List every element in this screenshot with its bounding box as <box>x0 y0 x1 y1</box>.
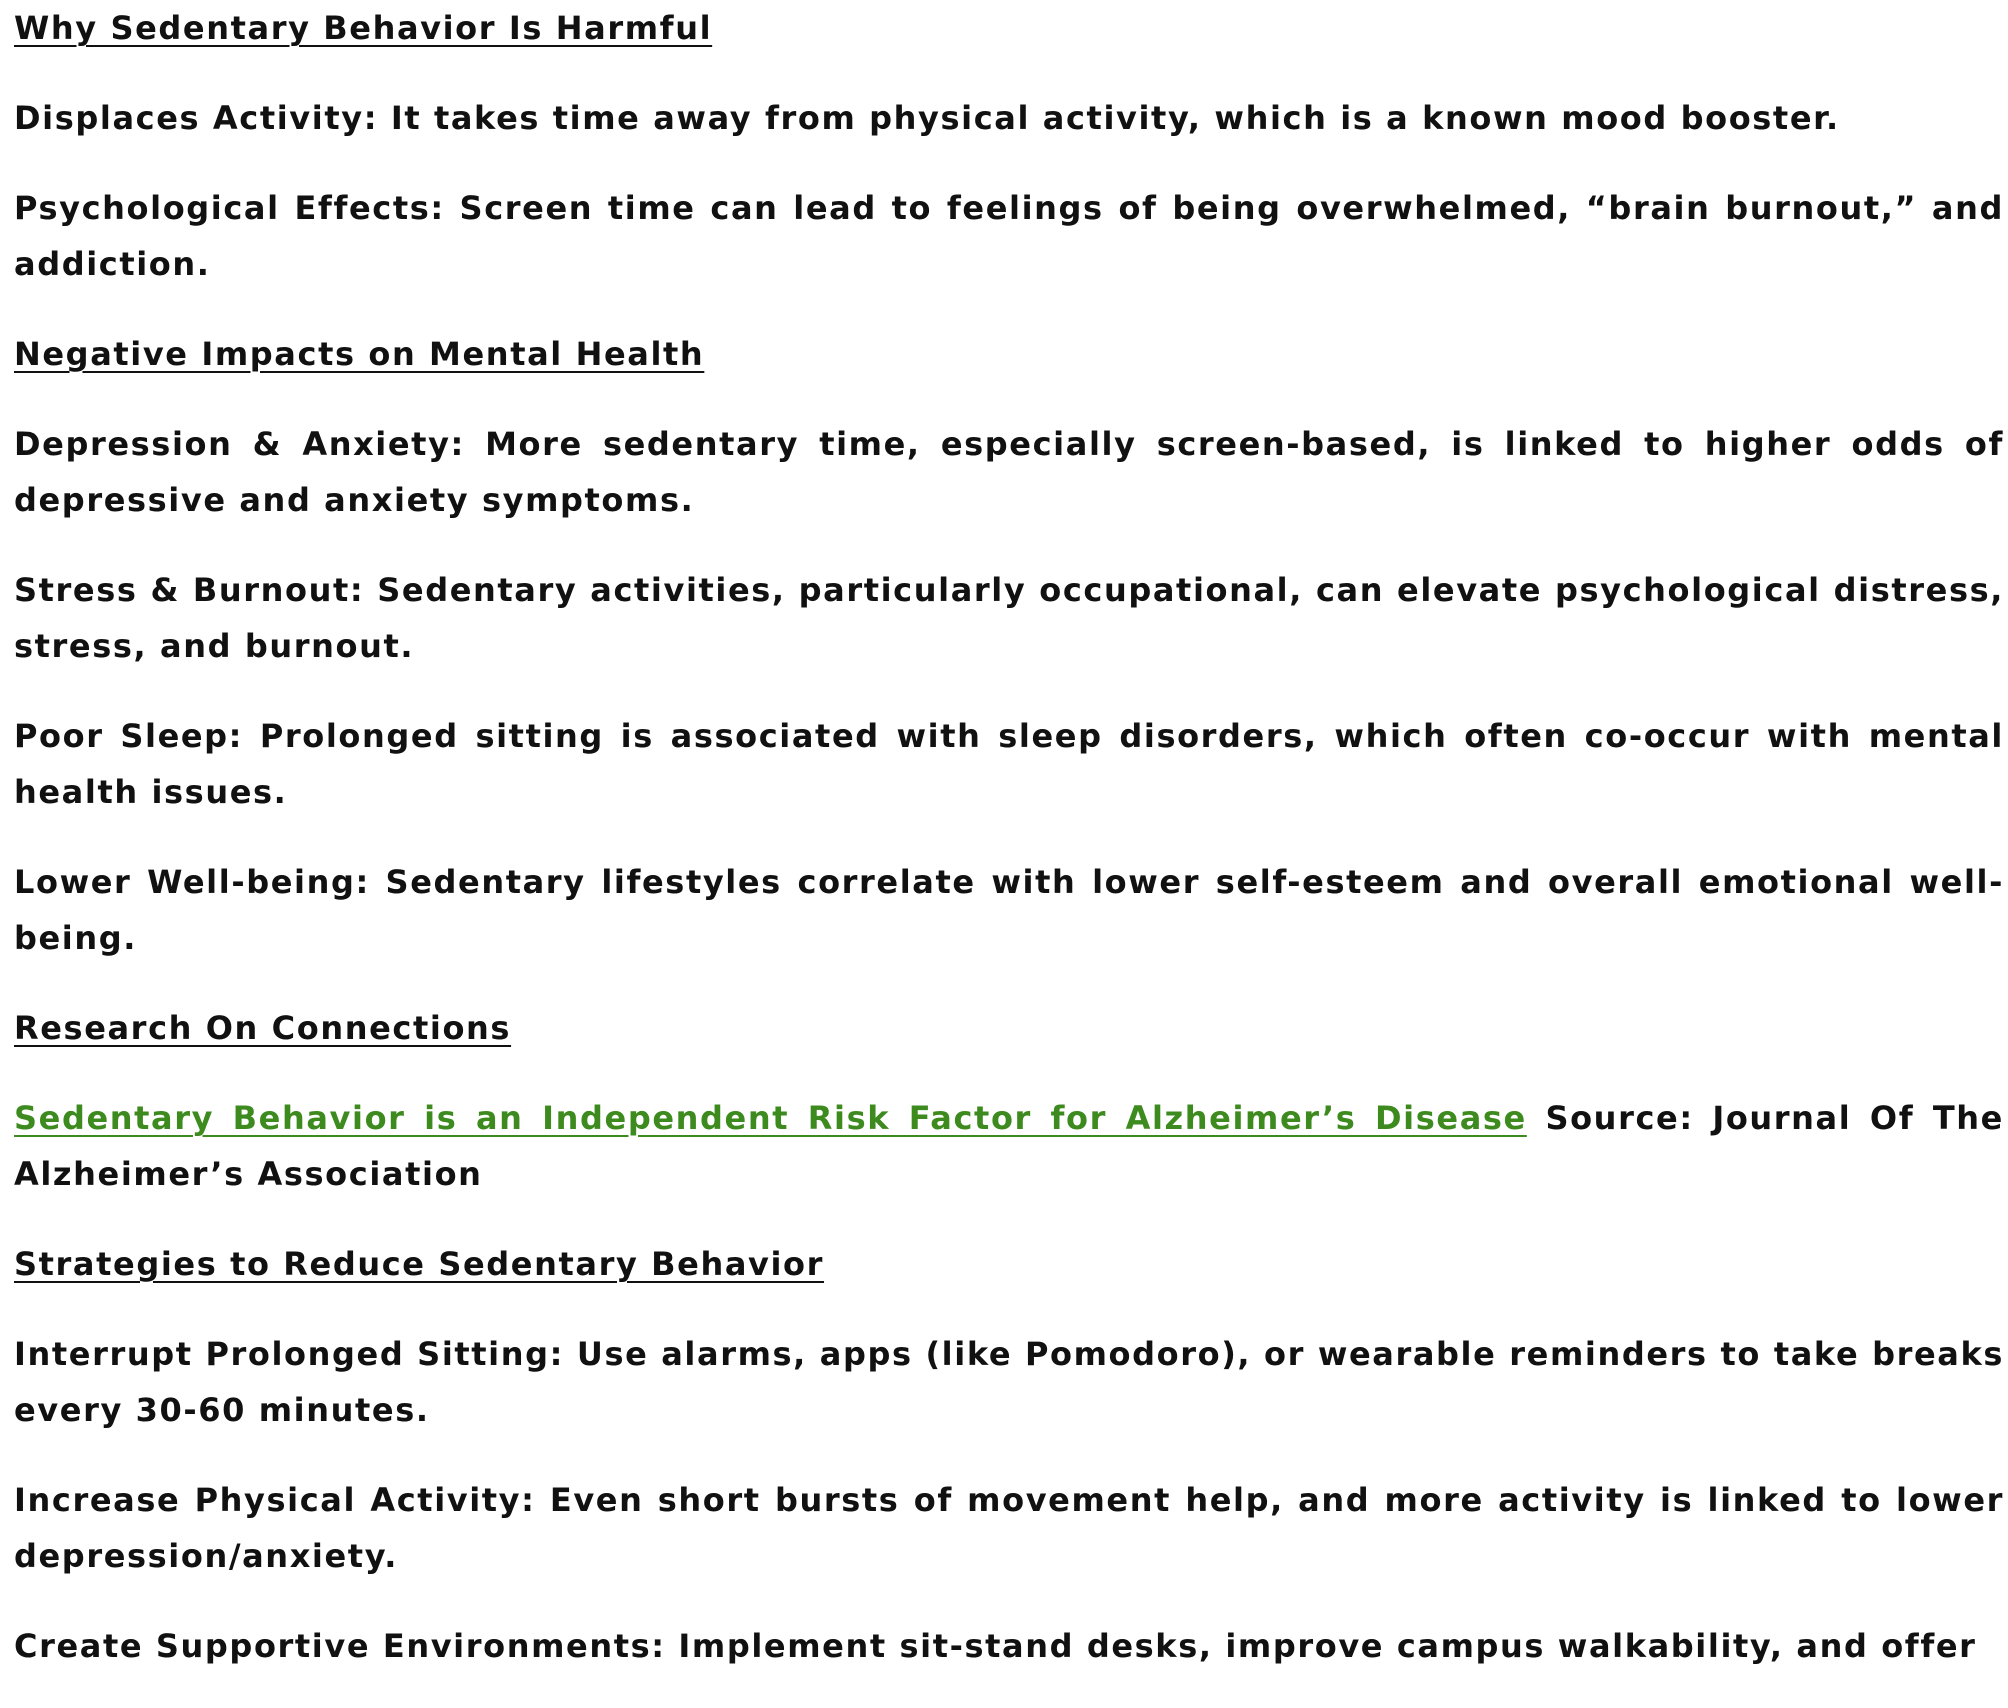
paragraph-research-source <box>14 1090 2004 1202</box>
alzheimers-research-link[interactable]: Sedentary Behavior is an Independent Risk Factor for Alzheimer’s Disease <box>14 1099 1527 1137</box>
paragraph-increase-activity: Increase Physical Activity: Even short bursts of movement help, and more activity is linked to lower depression/anxiety. <box>14 1481 2004 1575</box>
paragraph-depression-anxiety: Depression & Anxiety: More sedentary time, especially screen-based, is linked to higher odds of depressive and anxiety symptoms. <box>14 425 2004 519</box>
paragraph-interrupt-sitting: Interrupt Prolonged Sitting: Use alarms, apps (like Pomodoro), or wearable reminders to take breaks every 30-60 minutes. <box>14 1335 2004 1429</box>
section-heading-negative-impacts: Negative Impacts on Mental Health <box>14 335 705 373</box>
section-heading-harmful: Why Sedentary Behavior Is Harmful <box>14 9 713 47</box>
paragraph-displaces-activity: Displaces Activity: It takes time away from physical activity, which is a known mood booster. <box>14 99 1840 137</box>
section-heading-research: Research On Connections <box>14 1009 512 1047</box>
paragraph-poor-sleep: Poor Sleep: Prolonged sitting is associated with sleep disorders, which often co-occur with mental health issues. <box>14 717 2004 811</box>
paragraph-psychological-effects: Psychological Effects: Screen time can lead to feelings of being overwhelmed, “brain burnout,” and addiction. <box>14 189 2004 283</box>
paragraph-stress-burnout: Stress & Burnout: Sedentary activities, particularly occupational, can elevate psychological distress, stress, and burnout. <box>14 571 2004 665</box>
article-body <box>14 0 2004 1708</box>
paragraph-supportive-environments: Create Supportive Environments: Implement sit-stand desks, improve campus walkability, and offer <box>14 1627 1977 1665</box>
research-source-text: Source: Journal Of The Alzheimer’s Association <box>14 1099 2004 1193</box>
section-heading-strategies: Strategies to Reduce Sedentary Behavior <box>14 1245 825 1283</box>
paragraph-lower-well-being: Lower Well-being: Sedentary lifestyles correlate with lower self-esteem and overall emotional well-being. <box>14 863 2004 957</box>
